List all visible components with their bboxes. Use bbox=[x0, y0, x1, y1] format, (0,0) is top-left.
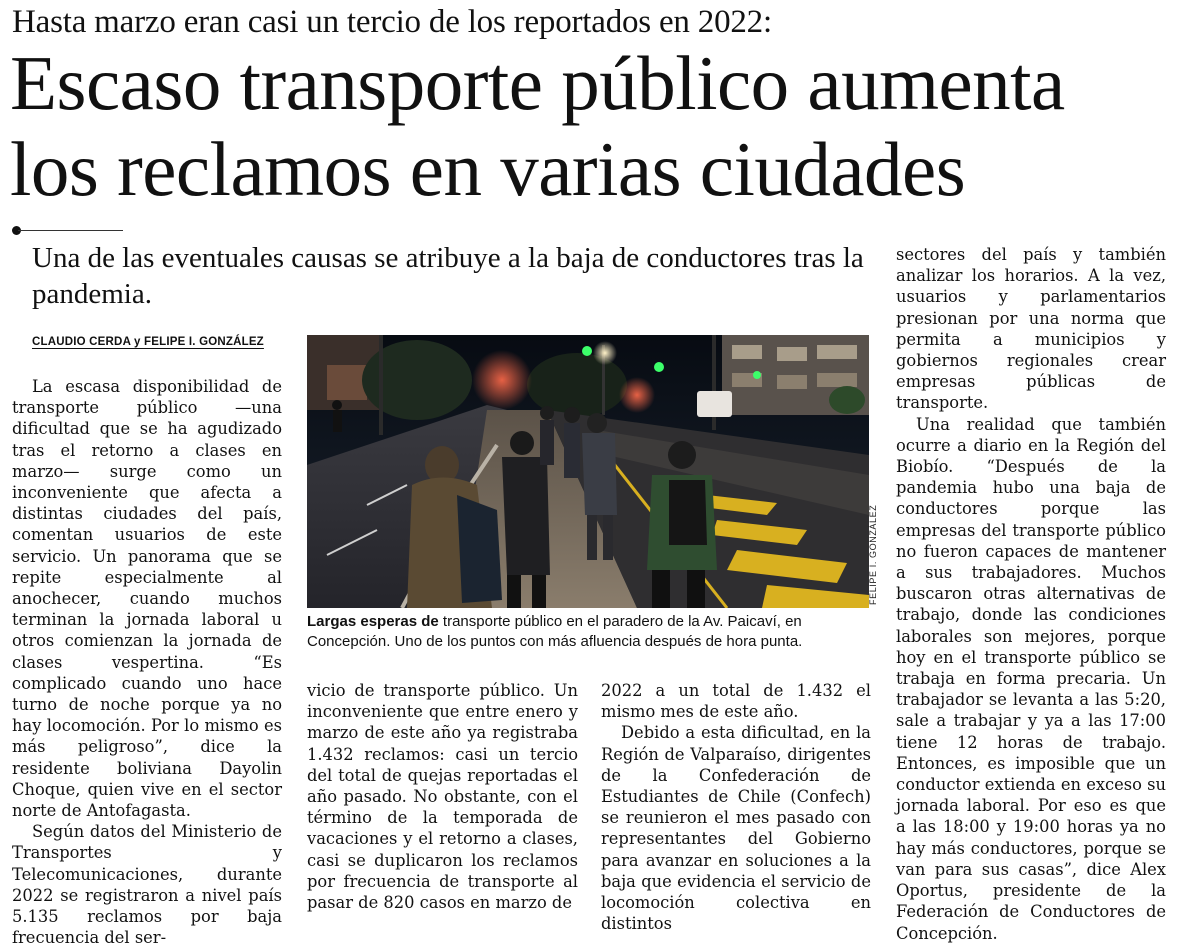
paragraph: Una realidad que también ocurre a diario en la Región del Biobío. “Después de la pandemia hubo una baja de conductores porque las empresas del transporte público no fueron capaces de mantener a sus trabajadores. Muchos buscaron otras alternativas de trabajo, donde las condiciones laborales son mejores, porque hoy en el transporte público se trabaja en forma precaria. Un trabajador se levanta a las 5:20, sale a trabajar y ya a las 17:00 tiene 12 horas de trabajo. Entonces, es imposible que un conductor extienda en exceso su jornada laboral. Por eso es que a las 18:00 y 19:00 horas ya no hay más conductores, porque se van para sus casas”, dice Alex Oportus, presidente de la Federación de Conductores de Concepción. bbox=[896, 414, 1166, 943]
headline bbox=[10, 40, 1170, 212]
body-column-4 bbox=[896, 244, 1166, 944]
news-photo bbox=[307, 335, 869, 608]
deck: Una de las eventuales causas se atribuye a la baja de conductores tras la pandemia. bbox=[32, 242, 864, 310]
bus-stop-night-photo bbox=[307, 335, 869, 608]
body-column-2 bbox=[307, 680, 578, 913]
photo-caption bbox=[307, 612, 871, 652]
headline-line-1: Escaso transporte público aumenta bbox=[10, 40, 1065, 126]
paragraph: vicio de transporte público. Un inconveniente que entre enero y marzo de este año ya registraba 1.432 reclamos: casi un tercio del total de quejas reportadas el año pasado. No obstante, con el término de la temporada de vacaciones y el retorno a clases, casi se duplicaron los reclamos por frecuencia de transporte al pasar de 820 casos en marzo de bbox=[307, 681, 578, 913]
photo-credit: FELIPE I. GONZÁLEZ bbox=[868, 504, 878, 605]
byline: CLAUDIO CERDA y FELIPE I. GONZÁLEZ bbox=[32, 336, 264, 348]
paragraph: 2022 a un total de 1.432 el mismo mes de este año. bbox=[601, 681, 871, 722]
body-column-1 bbox=[12, 376, 282, 948]
paragraph: sectores del país y también analizar los horarios. A la vez, usuarios y parlamentarios presionan por una norma que permita a municipios y gobiernos regionales crear empresas públicas de transporte. bbox=[896, 245, 1166, 413]
caption-lead: Largas esperas de bbox=[307, 613, 439, 630]
kicker: Hasta marzo eran casi un tercio de los reportados en 2022: bbox=[12, 4, 772, 40]
rule-line bbox=[18, 230, 123, 231]
headline-line-2: los reclamos en varias ciudades bbox=[10, 126, 966, 212]
caption-text: transporte público en el paradero de la Av. Paicaví, en Concepción. Uno de los puntos con más afluencia después de hora punta. bbox=[307, 613, 803, 650]
body-column-3 bbox=[601, 680, 871, 934]
paragraph: La escasa disponibilidad de transporte público —una dificultad que se ha agudizado tras el retorno a clases en marzo— surge como un inconveniente que afecta a distintas ciudades del país, comentan usuarios de este servicio. Un panorama que se repite especialmente al anochecer, cuando muchos terminan la jornada laboral u otros comienzan la jornada de clases vespertina. “Es complicado cuando uno hace turno de noche porque ya no hay locomoción. Por lo mismo es más peligroso”, dice la residente boliviana Dayolin Choque, quien vive en el sector norte de Antofagasta. bbox=[12, 377, 282, 821]
paragraph: Según datos del Ministerio de Transportes y Telecomunicaciones, durante 2022 se registraron a nivel país 5.135 reclamos por baja frecuencia del ser- bbox=[12, 822, 282, 948]
paragraph: Debido a esta dificultad, en la Región de Valparaíso, dirigentes de la Confederación de Estudiantes de Chile (Confech) se reunieron el mes pasado con representantes del Gobierno para avanzar en soluciones a la baja que evidencia el servicio de locomoción colectiva en distintos bbox=[601, 723, 871, 934]
